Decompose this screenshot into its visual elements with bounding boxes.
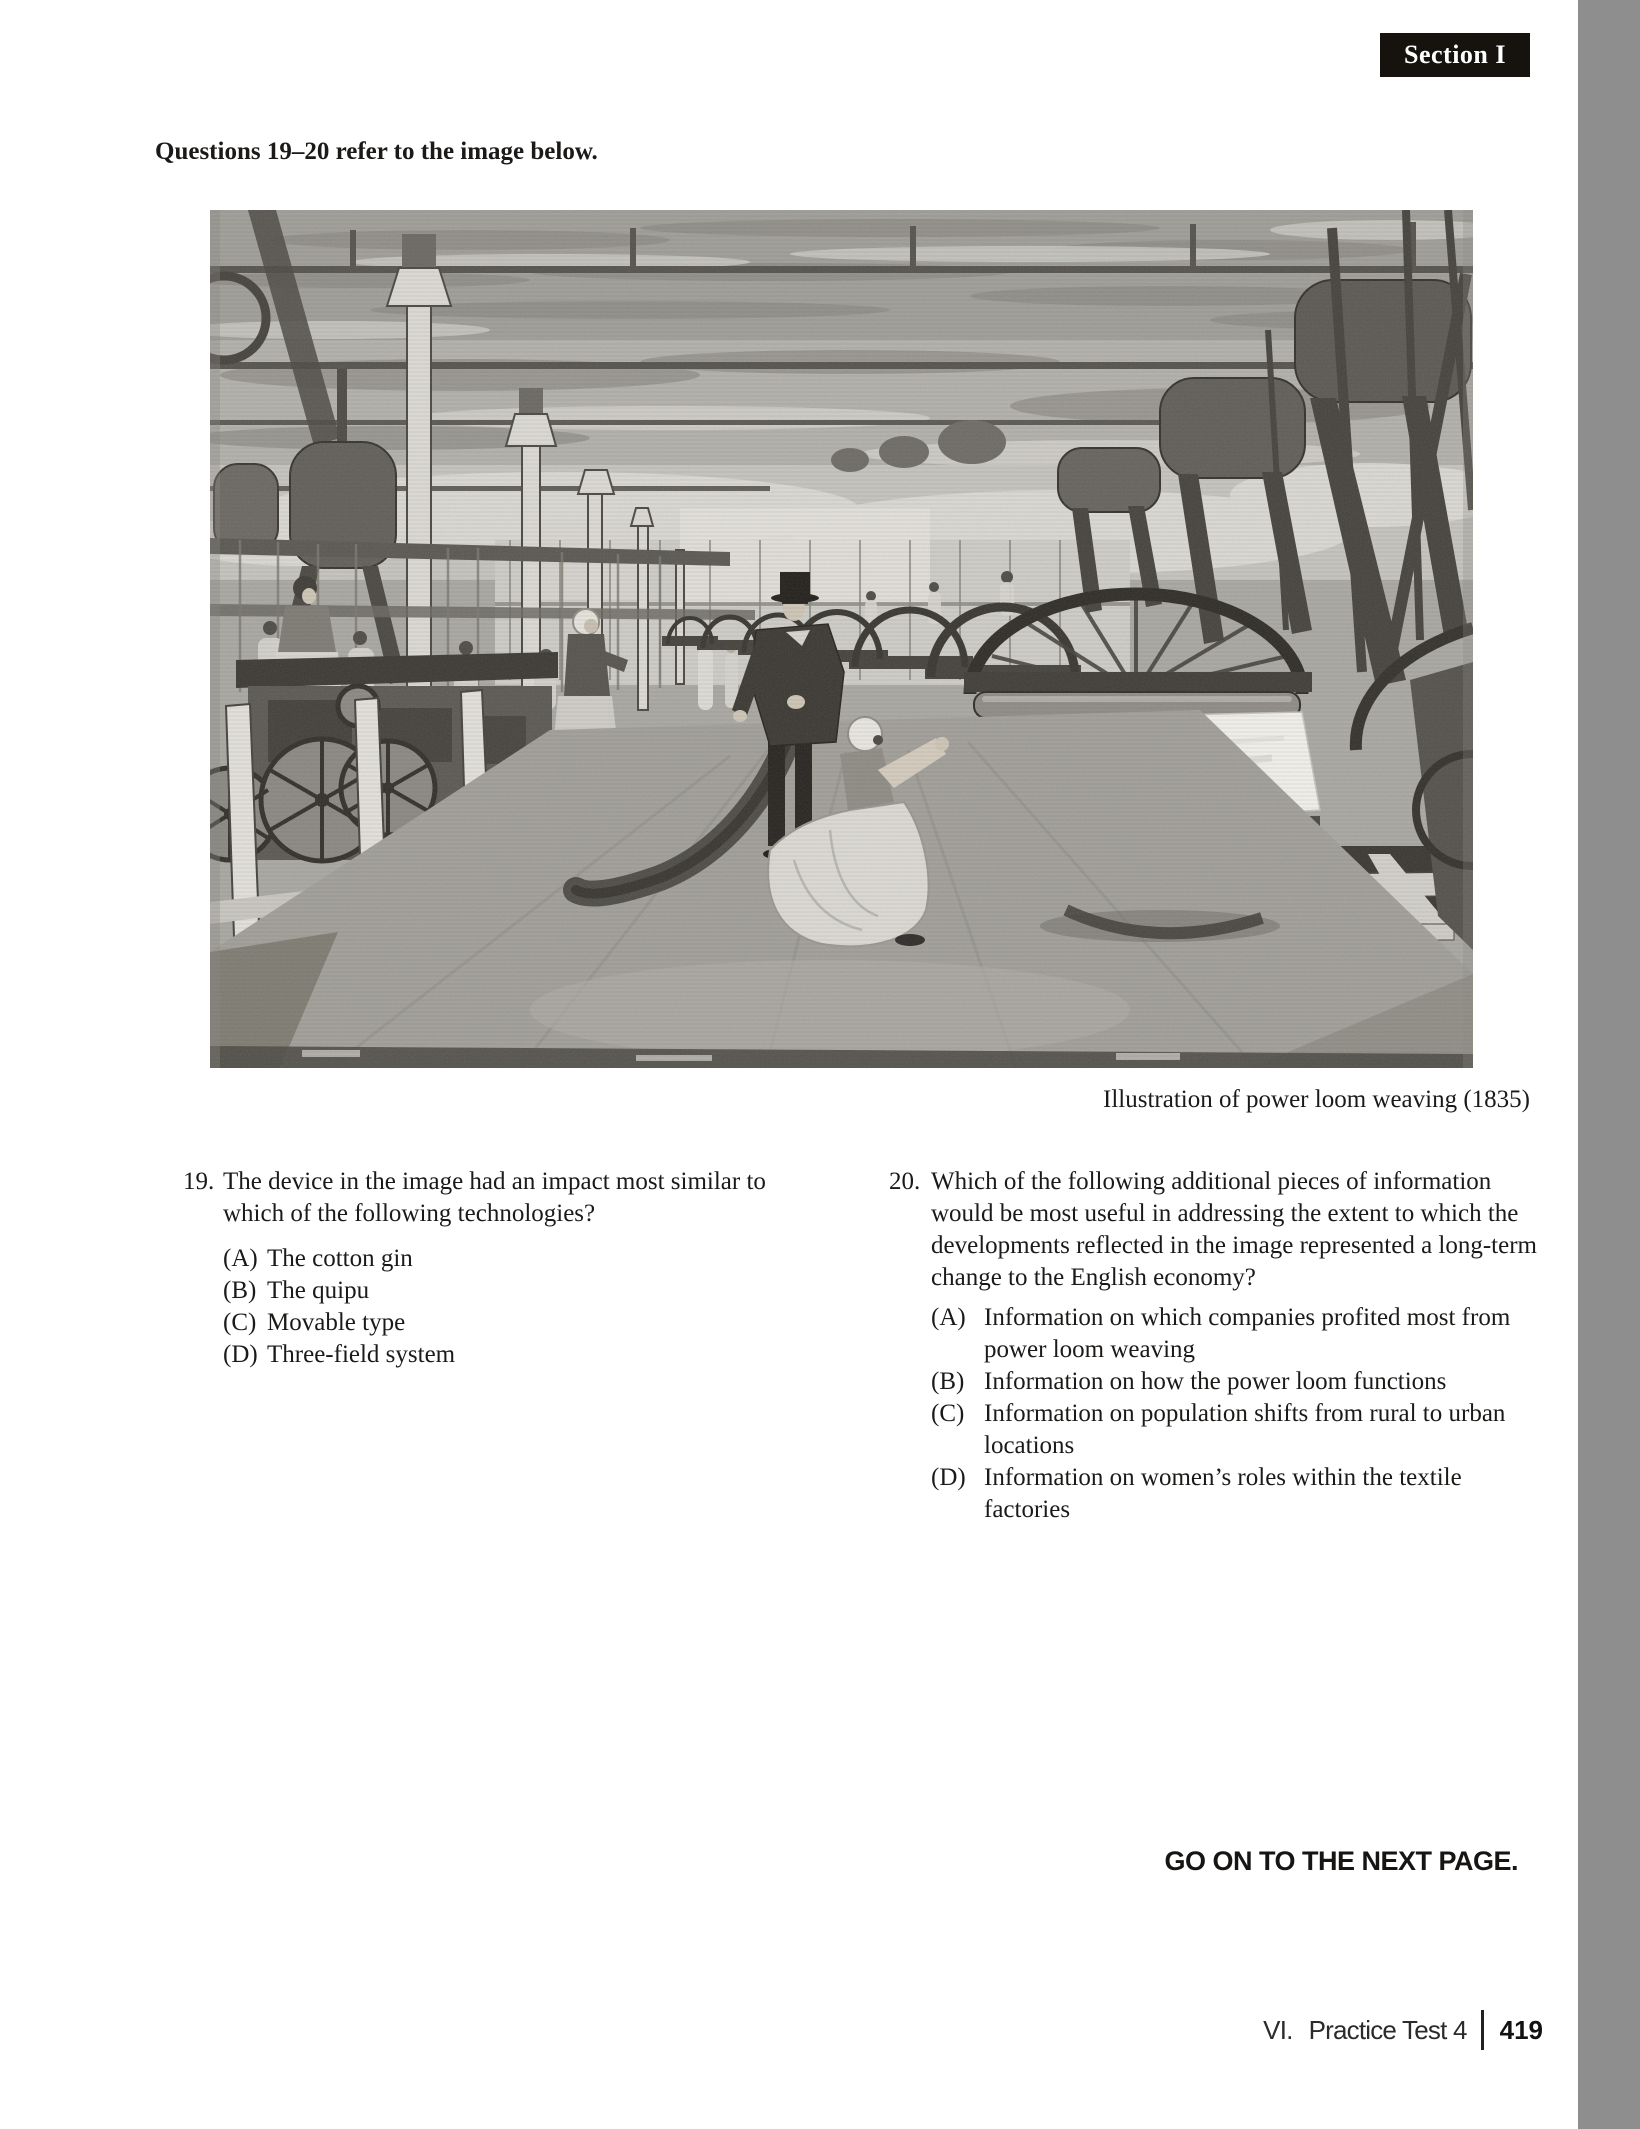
question-19-option-d [223, 1339, 815, 1371]
option-text: Information on women’s roles within the textile factories [984, 1464, 1462, 1523]
option-marker: (C) [223, 1309, 257, 1336]
question-20-number: 20. [889, 1168, 921, 1195]
question-20-option-c [931, 1398, 1541, 1462]
go-on-instruction: GO ON TO THE NEXT PAGE. [1164, 1846, 1518, 1876]
question-19 [183, 1166, 815, 1371]
option-text: Information on population shifts from rural to urban locations [984, 1400, 1506, 1459]
question-19-options [223, 1243, 815, 1371]
question-20-option-a [931, 1302, 1541, 1366]
question-19-option-b [223, 1275, 815, 1307]
option-text: Movable type [267, 1309, 406, 1336]
power-loom-engraving-image [210, 210, 1473, 1068]
option-marker: (A) [223, 1245, 258, 1272]
question-19-stem: The device in the image had an impact most similar to which of the following technologies? [223, 1168, 766, 1227]
power-loom-engraving-graphic [210, 210, 1473, 1068]
page-footer [1100, 2008, 1543, 2052]
section-tab-label: Section I [1404, 40, 1506, 69]
page-binding-edge [1578, 0, 1640, 2129]
option-text: The quipu [267, 1277, 370, 1304]
question-20-options [931, 1302, 1541, 1526]
section-tab [1380, 33, 1530, 77]
figure-caption: Illustration of power loom weaving (1835) [1103, 1086, 1530, 1113]
option-text: The cotton gin [267, 1245, 413, 1272]
option-text: Information on how the power loom functions [984, 1368, 1447, 1395]
option-text: Information on which companies profited most from power loom weaving [984, 1304, 1511, 1363]
footer-part-title: Practice Test 4 [1308, 2014, 1467, 2045]
question-19-option-c [223, 1307, 815, 1339]
footer-divider [1481, 2010, 1484, 2050]
option-marker: (B) [931, 1368, 965, 1395]
question-20-stem: Which of the following additional pieces of information would be most useful in addressing the extent to which the developments reflected in the image represented a long-term change to the English economy? [931, 1168, 1537, 1291]
option-marker: (A) [931, 1304, 966, 1331]
question-20-option-b [931, 1366, 1541, 1398]
footer-page-number: 419 [1499, 2014, 1543, 2045]
question-19-option-a [223, 1243, 815, 1275]
option-text: Three-field system [267, 1341, 456, 1368]
footer-part-label: VI. [1263, 2014, 1293, 2045]
option-marker: (B) [223, 1277, 257, 1304]
question-19-number: 19. [183, 1168, 215, 1195]
question-directions: Questions 19–20 refer to the image below. [155, 138, 598, 165]
option-marker: (D) [223, 1341, 258, 1368]
option-marker: (D) [931, 1464, 966, 1491]
question-20 [889, 1166, 1541, 1526]
option-marker: (C) [931, 1400, 965, 1427]
question-20-option-d [931, 1462, 1541, 1526]
